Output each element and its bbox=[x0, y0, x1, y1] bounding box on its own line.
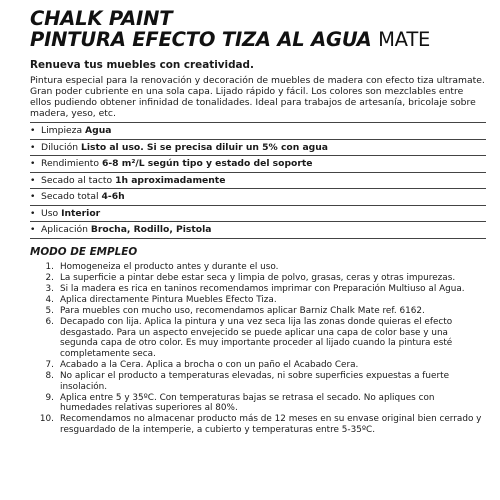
bullet-icon: • bbox=[30, 141, 36, 153]
title-line-1: CHALK PAINT bbox=[30, 7, 173, 30]
step-text: Para muebles con mucho uso, recomendamos aplicar Barniz Chalk Mate ref. 6162. bbox=[60, 305, 425, 316]
property-label: Dilución bbox=[41, 141, 79, 153]
property-value: Listo al uso. Si se precisa diluir un 5% con agua bbox=[80, 141, 328, 153]
property-value: Agua bbox=[85, 125, 112, 136]
step-item bbox=[30, 360, 486, 371]
property-row bbox=[30, 221, 486, 239]
step-text: No aplicar el producto a temperaturas elevadas, ni sobre superficies expuestas a fuerte insolación. bbox=[60, 370, 450, 392]
step-text: Aplica entre 5 y 35ºC. Con temperaturas bajas se retrasa el secado. No apliques con humedades relativas superiores al 80%. bbox=[60, 392, 435, 414]
step-number: 8. bbox=[45, 370, 54, 381]
product-description: Pintura especial para la renovación y decoración de muebles de madera con efecto tiza ultramate. Gran poder cubriente en una sola capa. Lijado rápido y fácil. Los colores son mezclables entre ellos pudiendo obtener infinidad de tonalidades. Ideal para trabajos de artesanía, bricolaje sobre madera, yeso, etc. bbox=[30, 75, 485, 119]
product-subtitle: Renueva tus muebles con creatividad. bbox=[30, 59, 254, 71]
property-row bbox=[30, 122, 486, 139]
step-number: 3. bbox=[45, 283, 54, 294]
title-line-2-suffix: MATE bbox=[378, 28, 431, 51]
property-text bbox=[41, 175, 225, 187]
title-line-2-main: PINTURA EFECTO TIZA AL AGUA bbox=[30, 28, 372, 51]
step-number: 6. bbox=[45, 316, 54, 327]
bullet-icon: • bbox=[30, 207, 36, 219]
step-item bbox=[30, 393, 486, 414]
property-row bbox=[30, 188, 486, 205]
bullet-icon: • bbox=[30, 191, 36, 202]
step-number: 4. bbox=[45, 294, 54, 305]
title-line-2 bbox=[30, 29, 486, 50]
step-number: 1. bbox=[45, 261, 54, 272]
property-text bbox=[41, 125, 111, 137]
properties-list bbox=[30, 122, 486, 239]
step-number: 7. bbox=[45, 359, 54, 370]
step-text: Si la madera es rica en taninos recomendamos imprimar con Preparación Multiuso al Agua. bbox=[60, 283, 465, 294]
property-label: Limpieza bbox=[41, 125, 83, 136]
property-row bbox=[30, 205, 486, 222]
bullet-icon: • bbox=[30, 224, 36, 235]
property-row bbox=[30, 155, 486, 172]
step-number: 10. bbox=[39, 414, 54, 425]
property-label: Uso bbox=[41, 207, 59, 219]
property-text bbox=[41, 142, 328, 154]
property-text bbox=[41, 208, 100, 220]
mode-of-use-heading: MODO DE EMPLEO bbox=[30, 245, 138, 258]
step-number: 9. bbox=[45, 392, 54, 403]
step-item bbox=[30, 295, 486, 306]
property-value: 1h aproximadamente bbox=[115, 174, 226, 186]
product-title bbox=[30, 8, 486, 50]
step-item bbox=[30, 284, 486, 295]
property-label: Secado al tacto bbox=[41, 174, 113, 186]
property-label: Aplicación bbox=[41, 224, 88, 235]
step-text: Acabado a la Cera. Aplica a brocha o con un paño el Acabado Cera. bbox=[60, 359, 359, 370]
property-value: Interior bbox=[61, 207, 101, 219]
property-text bbox=[41, 191, 125, 203]
step-number: 2. bbox=[45, 272, 54, 283]
property-label: Rendimiento bbox=[41, 158, 100, 169]
bullet-icon: • bbox=[30, 158, 36, 169]
step-item bbox=[30, 306, 486, 317]
bullet-icon: • bbox=[30, 125, 36, 136]
step-number: 5. bbox=[45, 305, 54, 316]
step-text: Homogeneiza el producto antes y durante el uso. bbox=[60, 261, 279, 272]
step-item bbox=[30, 273, 486, 284]
step-item bbox=[30, 371, 486, 392]
step-text: Recomendamos no almacenar producto más de 12 meses en su envase original bien cerrado y resguardado de la intemperie, a cubierto y temperaturas entre 5-35ºC. bbox=[60, 414, 482, 435]
property-text bbox=[41, 224, 211, 236]
bullet-icon: • bbox=[30, 174, 36, 186]
property-value: 6-8 m²/L según tipo y estado del soporte bbox=[101, 158, 313, 169]
step-text: Decapado con lija. Aplica la pintura y una vez seca lija las zonas donde quieras el efecto desgastado. Para un aspecto envejecido se puede aplicar una capa de color base y una segunda capa de otro color. Es muy importante proceder al lijado cuando la pintura esté completamente seca. bbox=[60, 316, 453, 359]
property-label: Secado total bbox=[41, 191, 99, 202]
step-text: La superficie a pintar debe estar seca y limpia de polvo, grasas, ceras y otras impurezas. bbox=[60, 272, 456, 283]
step-item bbox=[30, 262, 486, 273]
steps-list bbox=[30, 262, 486, 436]
property-row bbox=[30, 139, 486, 156]
property-row bbox=[30, 172, 486, 189]
step-item bbox=[30, 414, 486, 435]
property-value: Brocha, Rodillo, Pistola bbox=[90, 224, 212, 235]
step-text: Aplica directamente Pintura Muebles Efecto Tiza. bbox=[60, 294, 277, 305]
step-item bbox=[30, 317, 486, 359]
property-text bbox=[41, 158, 313, 170]
property-value: 4-6h bbox=[101, 191, 125, 202]
